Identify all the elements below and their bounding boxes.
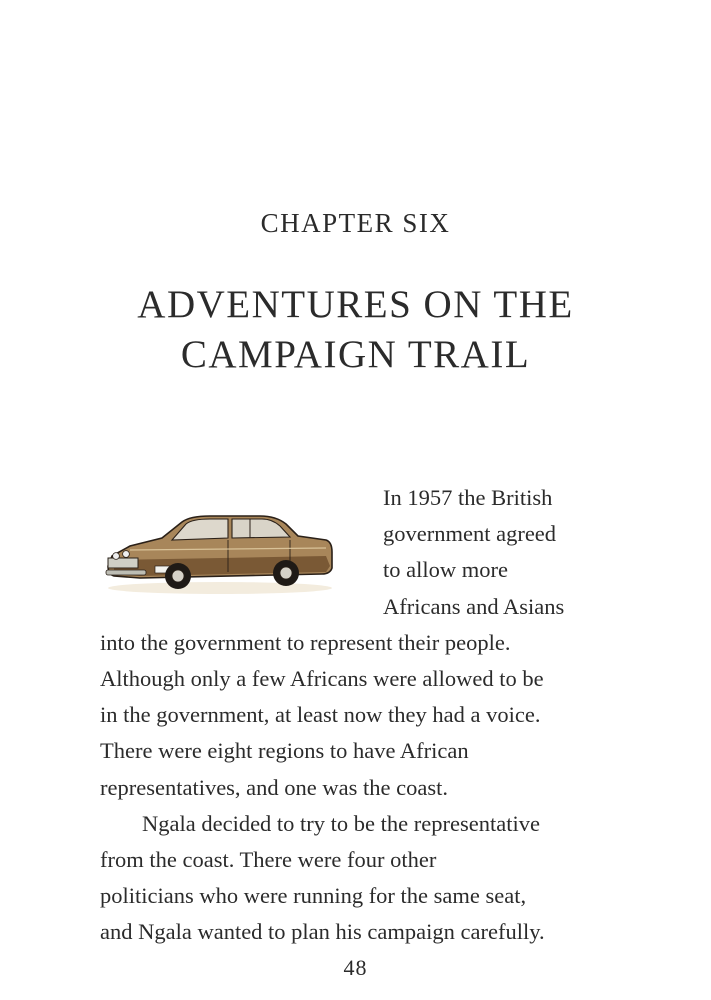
text-line: from the coast. There were four other: [100, 847, 437, 873]
chapter-title-line: CAMPAIGN TRAIL: [180, 333, 531, 376]
text-line: into the government to represent their people.: [100, 629, 511, 655]
text-line: and Ngala wanted to plan his campaign carefully.: [100, 919, 545, 945]
chapter-label: CHAPTER SIX: [260, 208, 451, 238]
text-line: in the government, at least now they had a voice.: [100, 702, 541, 728]
paragraph-1: [100, 480, 620, 806]
body-text: [100, 480, 620, 951]
text-line: There were eight regions to have African: [100, 738, 469, 764]
text-line: Ngala decided to try to be the representative: [142, 810, 540, 836]
page-number: 48: [343, 955, 368, 980]
text-line: Although only a few Africans were allowed to be: [100, 666, 544, 692]
text-line: politicians who were running for the same seat,: [100, 883, 527, 909]
chapter-title: [40, 280, 671, 380]
text-line: to allow more: [383, 557, 508, 583]
paragraph-2: [100, 806, 620, 951]
text-line: Africans and Asians: [383, 593, 565, 619]
chapter-title-line: ADVENTURES ON THE: [137, 283, 574, 326]
text-line: In 1957 the British: [383, 485, 553, 510]
text-line: government agreed: [383, 521, 557, 547]
text-line: representatives, and one was the coast.: [100, 774, 448, 800]
